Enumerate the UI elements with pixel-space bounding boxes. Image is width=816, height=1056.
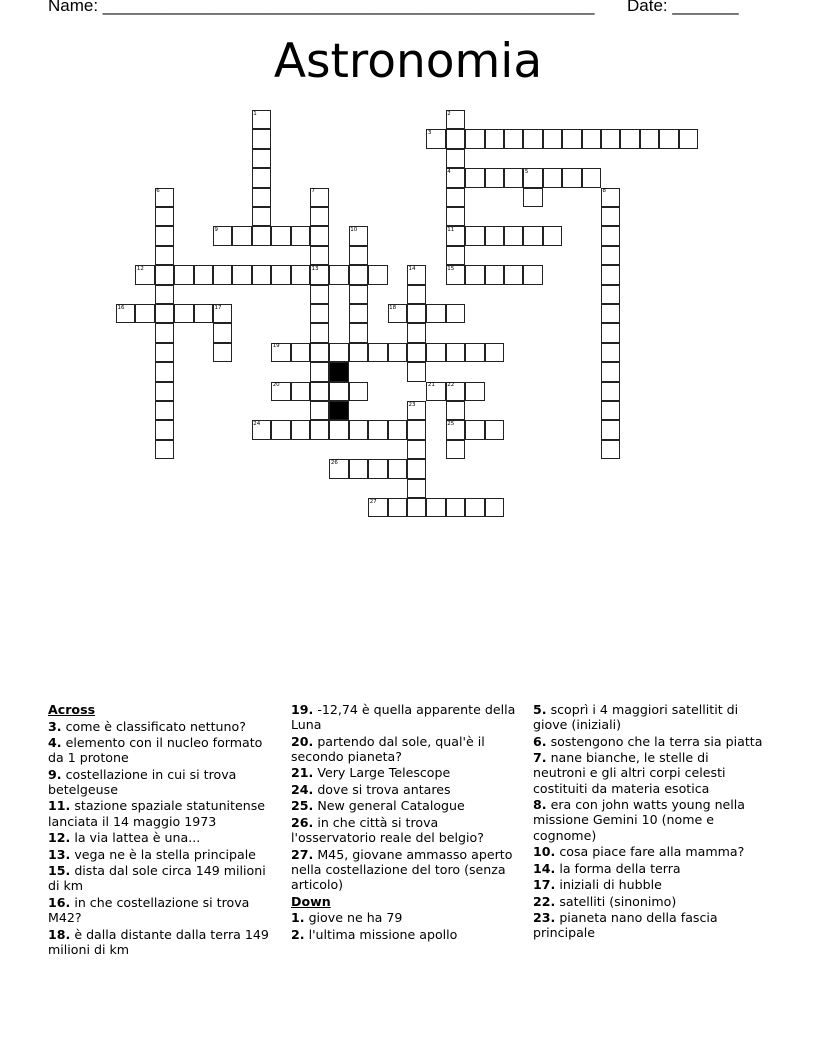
grid-cell[interactable] bbox=[194, 265, 213, 284]
clue-text: la via lattea è una... bbox=[70, 830, 201, 846]
clue-number-label: 8. bbox=[533, 797, 547, 813]
across-clue bbox=[48, 927, 280, 957]
grid-cell[interactable] bbox=[465, 420, 484, 439]
clue-text: costellazione in cui si trova betelgeuse bbox=[48, 766, 237, 797]
grid-cell[interactable] bbox=[523, 226, 542, 245]
grid-cell[interactable] bbox=[446, 188, 465, 207]
grid-cell[interactable] bbox=[155, 246, 174, 265]
grid-cell[interactable] bbox=[485, 343, 504, 362]
across-clue bbox=[48, 735, 280, 765]
grid-cell[interactable] bbox=[310, 401, 329, 420]
down-clue bbox=[533, 750, 765, 796]
grid-cell[interactable] bbox=[407, 479, 426, 498]
grid-cell[interactable] bbox=[504, 129, 523, 148]
clue-text: cosa piace fare alla mamma? bbox=[555, 844, 745, 860]
grid-cell[interactable] bbox=[291, 382, 310, 401]
clue-number: 2 bbox=[447, 110, 451, 117]
across-clue bbox=[48, 895, 280, 925]
grid-cell[interactable] bbox=[640, 129, 659, 148]
down-clue bbox=[291, 927, 523, 942]
grid-cell[interactable] bbox=[174, 304, 193, 323]
clue-number: 12 bbox=[136, 265, 144, 272]
grid-cell[interactable] bbox=[174, 265, 193, 284]
grid-cell[interactable] bbox=[155, 440, 174, 459]
clue-number: 11 bbox=[447, 226, 455, 233]
grid-cell[interactable] bbox=[252, 168, 271, 187]
across-clue bbox=[48, 767, 280, 797]
clue-text: iniziali di hubble bbox=[555, 877, 662, 893]
grid-cell[interactable] bbox=[601, 343, 620, 362]
grid-cell[interactable] bbox=[465, 498, 484, 517]
clue-number-label: 10. bbox=[533, 844, 556, 860]
grid-cell[interactable] bbox=[679, 129, 698, 148]
clues-column-1 bbox=[48, 702, 280, 958]
grid-cell[interactable] bbox=[349, 246, 368, 265]
across-clue bbox=[48, 863, 280, 893]
name-line: Name: ____________________________________________________ bbox=[48, 0, 595, 15]
grid-cell[interactable] bbox=[310, 207, 329, 226]
clue-number-label: 3. bbox=[48, 718, 62, 734]
clue-text: è dalla distante dalla terra 149 milioni di km bbox=[48, 926, 269, 957]
clue-number-label: 14. bbox=[533, 860, 556, 876]
grid-cell[interactable] bbox=[523, 188, 542, 207]
clue-text: New general Catalogue bbox=[313, 798, 465, 814]
grid-cell[interactable] bbox=[504, 265, 523, 284]
clue-text: giove ne ha 79 bbox=[304, 910, 403, 926]
clue-text: dove si trova antares bbox=[313, 781, 451, 797]
grid-cell[interactable] bbox=[213, 265, 232, 284]
across-clue bbox=[291, 815, 523, 845]
down-clue bbox=[291, 910, 523, 925]
clue-text: Very Large Telescope bbox=[313, 765, 451, 781]
grid-cell[interactable] bbox=[155, 382, 174, 401]
grid-cell[interactable] bbox=[601, 440, 620, 459]
clue-number: 19 bbox=[272, 343, 280, 350]
grid-cell[interactable] bbox=[426, 498, 445, 517]
across-clue bbox=[291, 847, 523, 893]
clue-number: 5 bbox=[524, 168, 529, 175]
clue-number-label: 24. bbox=[291, 781, 314, 797]
grid-cell[interactable] bbox=[349, 420, 368, 439]
grid-cell[interactable] bbox=[155, 265, 174, 284]
clue-text: dista dal sole circa 149 milioni di km bbox=[48, 863, 266, 894]
grid-cell[interactable] bbox=[446, 246, 465, 265]
grid-cell[interactable] bbox=[271, 420, 290, 439]
grid-cell[interactable] bbox=[349, 459, 368, 478]
across-clue bbox=[291, 734, 523, 764]
across-clue bbox=[48, 847, 280, 862]
grid-cell[interactable] bbox=[368, 459, 387, 478]
clue-text: stazione spaziale statunitense lanciata il 14 maggio 1973 bbox=[48, 798, 266, 829]
grid-cell[interactable] bbox=[388, 343, 407, 362]
clue-text: -12,74 è quella apparente della Luna bbox=[291, 702, 516, 733]
grid-cell[interactable] bbox=[601, 285, 620, 304]
clue-number: 10 bbox=[350, 226, 358, 233]
clue-text: M45, giovane ammasso aperto nella costellazione del toro (senza articolo) bbox=[291, 846, 513, 893]
grid-cell[interactable] bbox=[426, 304, 445, 323]
clue-number: 1 bbox=[253, 110, 257, 117]
down-clue bbox=[533, 797, 765, 843]
grid-cell[interactable] bbox=[562, 168, 581, 187]
grid-cell[interactable] bbox=[601, 362, 620, 381]
grid-cell[interactable] bbox=[582, 168, 601, 187]
grid-cell[interactable] bbox=[252, 226, 271, 245]
clue-number: 4 bbox=[447, 168, 451, 175]
grid-cell[interactable] bbox=[155, 420, 174, 439]
grid-cell[interactable] bbox=[446, 304, 465, 323]
grid-cell[interactable] bbox=[446, 498, 465, 517]
clue-number: 23 bbox=[408, 401, 416, 408]
grid-cell[interactable] bbox=[601, 323, 620, 342]
grid-cell[interactable] bbox=[446, 343, 465, 362]
grid-cell[interactable] bbox=[523, 265, 542, 284]
down-clue bbox=[533, 910, 765, 940]
grid-cell[interactable] bbox=[407, 343, 426, 362]
across-clue bbox=[291, 782, 523, 797]
clue-number-label: 9. bbox=[48, 766, 62, 782]
grid-cell[interactable] bbox=[135, 304, 154, 323]
grid-cell[interactable] bbox=[388, 459, 407, 478]
across-heading: Across bbox=[48, 702, 96, 717]
grid-cell[interactable] bbox=[446, 149, 465, 168]
grid-cell[interactable] bbox=[329, 343, 348, 362]
grid-cell[interactable] bbox=[407, 420, 426, 439]
grid-cell[interactable] bbox=[485, 265, 504, 284]
grid-cell[interactable] bbox=[485, 168, 504, 187]
clue-number: 8 bbox=[602, 188, 606, 195]
grid-cell[interactable] bbox=[213, 323, 232, 342]
clue-number-label: 26. bbox=[291, 814, 314, 830]
clue-number-label: 12. bbox=[48, 830, 71, 846]
clue-number: 15 bbox=[447, 265, 455, 272]
across-clue bbox=[291, 765, 523, 780]
grid-cell[interactable] bbox=[368, 343, 387, 362]
grid-cell[interactable] bbox=[465, 226, 484, 245]
clues-column-3 bbox=[533, 702, 765, 942]
grid-cell[interactable] bbox=[388, 420, 407, 439]
grid-cell[interactable] bbox=[368, 420, 387, 439]
grid-cell[interactable] bbox=[523, 129, 542, 148]
clue-text: l'ultima missione apollo bbox=[304, 926, 458, 942]
grid-cell[interactable] bbox=[310, 362, 329, 381]
grid-cell[interactable] bbox=[485, 420, 504, 439]
grid-cell[interactable] bbox=[291, 265, 310, 284]
grid-cell[interactable] bbox=[446, 207, 465, 226]
down-clue bbox=[533, 877, 765, 892]
grid-cell[interactable] bbox=[601, 382, 620, 401]
grid-cell[interactable] bbox=[155, 285, 174, 304]
grid-cell[interactable] bbox=[155, 207, 174, 226]
grid-cell[interactable] bbox=[659, 129, 678, 148]
grid-cell[interactable] bbox=[329, 382, 348, 401]
down-clue bbox=[533, 734, 765, 749]
grid-cell[interactable] bbox=[601, 226, 620, 245]
clues-column-2 bbox=[291, 702, 523, 943]
grid-cell[interactable] bbox=[232, 226, 251, 245]
clue-number-label: 2. bbox=[291, 926, 305, 942]
clue-number-label: 1. bbox=[291, 910, 305, 926]
clue-number: 24 bbox=[253, 420, 261, 427]
grid-cell[interactable] bbox=[349, 343, 368, 362]
clue-number: 25 bbox=[447, 420, 455, 427]
grid-cell[interactable] bbox=[349, 285, 368, 304]
grid-cell[interactable] bbox=[407, 362, 426, 381]
clue-number: 17 bbox=[214, 304, 222, 311]
grid-cell[interactable] bbox=[601, 401, 620, 420]
clue-text: elemento con il nucleo formato da 1 protone bbox=[48, 735, 263, 766]
clue-text: nane bianche, le stelle di neutroni e gli altri corpi celesti costituiti da materia esotica bbox=[533, 750, 726, 796]
grid-cell[interactable] bbox=[291, 343, 310, 362]
grid-cell[interactable] bbox=[504, 226, 523, 245]
clue-text: era con john watts young nella missione Gemini 10 (nome e cognome) bbox=[533, 797, 746, 843]
grid-cell[interactable] bbox=[232, 265, 251, 284]
grid-cell[interactable] bbox=[407, 440, 426, 459]
grid-cell[interactable] bbox=[310, 382, 329, 401]
grid-cell[interactable] bbox=[446, 401, 465, 420]
grid-cell[interactable] bbox=[155, 362, 174, 381]
down-clue bbox=[533, 844, 765, 859]
clue-number-label: 4. bbox=[48, 735, 62, 750]
grid-cell[interactable] bbox=[407, 323, 426, 342]
grid-cell[interactable] bbox=[601, 246, 620, 265]
grid-cell[interactable] bbox=[310, 323, 329, 342]
clue-number-label: 17. bbox=[533, 877, 556, 893]
across-clue bbox=[48, 830, 280, 845]
clue-number: 26 bbox=[330, 459, 338, 466]
grid-cell[interactable] bbox=[349, 265, 368, 284]
down-clue bbox=[533, 894, 765, 909]
clue-number: 3 bbox=[427, 129, 432, 136]
grid-cell[interactable] bbox=[271, 265, 290, 284]
grid-cell[interactable] bbox=[194, 304, 213, 323]
grid-cell[interactable] bbox=[291, 420, 310, 439]
grid-cell[interactable] bbox=[543, 168, 562, 187]
clue-number: 16 bbox=[117, 304, 125, 311]
grid-cell[interactable] bbox=[252, 265, 271, 284]
grid-cell[interactable] bbox=[252, 129, 271, 148]
clue-text: satelliti (sinonimo) bbox=[555, 893, 677, 909]
grid-cell[interactable] bbox=[349, 382, 368, 401]
across-clue bbox=[48, 719, 280, 734]
grid-cell[interactable] bbox=[329, 265, 348, 284]
grid-cell[interactable] bbox=[601, 420, 620, 439]
clue-number: 7 bbox=[311, 188, 315, 195]
clue-number-label: 11. bbox=[48, 798, 71, 814]
clue-number-label: 23. bbox=[533, 910, 556, 926]
grid-cell[interactable] bbox=[485, 129, 504, 148]
grid-cell[interactable] bbox=[582, 129, 601, 148]
clue-text: scoprì i 4 maggiori satellitit di giove (iniziali) bbox=[533, 702, 739, 733]
clue-number: 27 bbox=[369, 498, 377, 505]
clue-number-label: 21. bbox=[291, 765, 314, 781]
grid-cell[interactable] bbox=[465, 168, 484, 187]
clue-number: 22 bbox=[447, 382, 455, 389]
clue-number-label: 25. bbox=[291, 798, 314, 814]
clue-number-label: 16. bbox=[48, 894, 71, 910]
clue-number: 14 bbox=[408, 265, 416, 272]
grid-cell[interactable] bbox=[213, 343, 232, 362]
clue-number: 18 bbox=[389, 304, 397, 311]
clue-text: in che costellazione si trova M42? bbox=[48, 894, 250, 926]
grid-cell[interactable] bbox=[465, 129, 484, 148]
clue-text: pianeta nano della fascia principale bbox=[533, 910, 718, 941]
clue-number-label: 6. bbox=[533, 733, 547, 749]
grid-cell[interactable] bbox=[155, 343, 174, 362]
grid-block bbox=[329, 401, 348, 420]
grid-cell[interactable] bbox=[543, 129, 562, 148]
grid-cell[interactable] bbox=[465, 343, 484, 362]
grid-cell[interactable] bbox=[388, 498, 407, 517]
grid-cell[interactable] bbox=[291, 226, 310, 245]
clue-text: come è classificato nettuno? bbox=[61, 718, 246, 734]
grid-cell[interactable] bbox=[155, 401, 174, 420]
date-line: Date: _______ bbox=[627, 0, 739, 15]
clue-number: 6 bbox=[156, 188, 160, 195]
page-title: Astronomia bbox=[273, 34, 543, 89]
clue-text: la forma della terra bbox=[555, 860, 681, 876]
clue-number-label: 5. bbox=[533, 702, 547, 717]
clue-number-label: 18. bbox=[48, 926, 71, 942]
grid-cell[interactable] bbox=[446, 440, 465, 459]
across-clue bbox=[48, 798, 280, 828]
grid-cell[interactable] bbox=[426, 343, 445, 362]
grid-cell[interactable] bbox=[601, 207, 620, 226]
clue-number: 13 bbox=[311, 265, 319, 272]
grid-cell[interactable] bbox=[620, 129, 639, 148]
down-clue bbox=[533, 702, 765, 732]
clue-number-label: 27. bbox=[291, 846, 314, 862]
grid-cell[interactable] bbox=[310, 226, 329, 245]
grid-cell[interactable] bbox=[155, 226, 174, 245]
grid-cell[interactable] bbox=[601, 304, 620, 323]
clue-number: 21 bbox=[427, 382, 435, 389]
grid-cell[interactable] bbox=[271, 226, 290, 245]
grid-cell[interactable] bbox=[485, 226, 504, 245]
grid-cell[interactable] bbox=[485, 498, 504, 517]
grid-cell[interactable] bbox=[155, 323, 174, 342]
clue-number: 9 bbox=[214, 226, 218, 233]
clue-text: partendo dal sole, qual'è il secondo pianeta? bbox=[291, 733, 485, 764]
grid-cell[interactable] bbox=[407, 459, 426, 478]
grid-cell[interactable] bbox=[252, 188, 271, 207]
grid-cell[interactable] bbox=[349, 304, 368, 323]
grid-cell[interactable] bbox=[310, 343, 329, 362]
grid-block bbox=[329, 362, 348, 381]
clue-number-label: 20. bbox=[291, 733, 314, 749]
down-heading: Down bbox=[291, 893, 331, 909]
grid-cell[interactable] bbox=[310, 304, 329, 323]
grid-cell[interactable] bbox=[310, 420, 329, 439]
grid-cell[interactable] bbox=[329, 420, 348, 439]
grid-cell[interactable] bbox=[349, 323, 368, 342]
clue-number-label: 19. bbox=[291, 702, 314, 717]
grid-cell[interactable] bbox=[368, 265, 387, 284]
grid-cell[interactable] bbox=[310, 246, 329, 265]
across-clue bbox=[291, 798, 523, 813]
grid-cell[interactable] bbox=[465, 265, 484, 284]
grid-cell[interactable] bbox=[601, 129, 620, 148]
clue-text: in che città si trova l'osservatorio reale del belgio? bbox=[291, 814, 484, 846]
grid-cell[interactable] bbox=[562, 129, 581, 148]
clue-number-label: 7. bbox=[533, 750, 547, 766]
clue-number: 20 bbox=[272, 382, 280, 389]
grid-cell[interactable] bbox=[504, 168, 523, 187]
grid-cell[interactable] bbox=[601, 265, 620, 284]
down-clue bbox=[533, 861, 765, 876]
grid-cell[interactable] bbox=[155, 304, 174, 323]
grid-cell[interactable] bbox=[543, 226, 562, 245]
grid-cell[interactable] bbox=[310, 285, 329, 304]
clue-text: sostengono che la terra sia piatta bbox=[546, 733, 763, 749]
grid-cell[interactable] bbox=[252, 207, 271, 226]
grid-cell[interactable] bbox=[407, 285, 426, 304]
grid-cell[interactable] bbox=[446, 129, 465, 148]
across-clue bbox=[291, 702, 523, 732]
grid-cell[interactable] bbox=[465, 382, 484, 401]
clue-number-label: 22. bbox=[533, 893, 556, 909]
clue-number-label: 15. bbox=[48, 863, 71, 879]
clue-number-label: 13. bbox=[48, 846, 71, 862]
grid-cell[interactable] bbox=[407, 304, 426, 323]
clue-text: vega ne è la stella principale bbox=[70, 846, 256, 862]
grid-cell[interactable] bbox=[252, 149, 271, 168]
grid-cell[interactable] bbox=[407, 498, 426, 517]
